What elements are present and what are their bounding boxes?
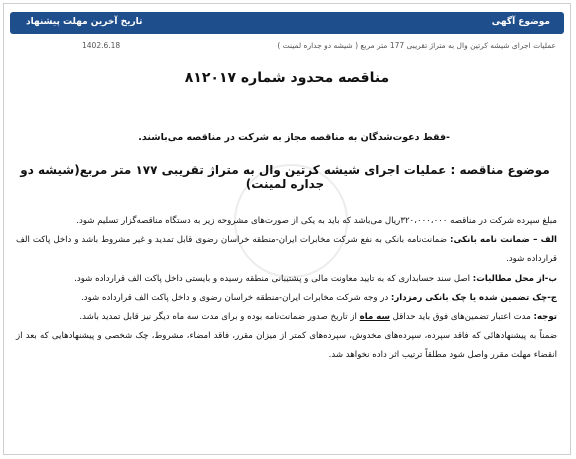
deadline-date: 1402.6.18 xyxy=(82,41,121,50)
clause-jim-text: در وجه شرکت مخابرات ایران-منطقه خراسان رضوی و داخل پاکت الف قرارداده شود. xyxy=(81,292,391,303)
page-title: مناقصه محدود شماره ۸۱۲۰۱۷ xyxy=(184,70,390,86)
deadline-label: تاریخ آخرین مهلت پیشنهاد xyxy=(26,17,143,27)
validity-three-months: سه ماه xyxy=(359,312,390,323)
clause-be-label: ب-از محل مطالبات: xyxy=(472,273,557,284)
notice-body xyxy=(16,212,557,366)
clause-alef xyxy=(16,231,557,269)
clause-alef-label: الف – ضمانت نامه بانکی: xyxy=(450,235,557,246)
validity-note-text-a: مدت اعتبار تضمین‌های فوق باید حداقل xyxy=(389,312,534,323)
clause-be xyxy=(16,270,557,289)
clause-jim-label: ج-چک تضمین شده یا چک بانکی رمزدار: xyxy=(390,292,557,303)
notice-frame xyxy=(3,3,571,455)
clause-be-text: اصل سند حسابداری که به تایید معاونت مالی و پشتیبانی منطقه رسیده و بایستی داخل پاکت الف قرارداده شود. xyxy=(74,273,473,284)
subject-text: عملیات اجرای شیشه کرتین وال به متراژ تقریبی 177 متر مربع ( شیشه دو جداره لمینت ) xyxy=(277,41,556,50)
subject-label: موضوع آگهی xyxy=(491,17,550,27)
invited-only-note: -فقط دعوت‌شدگان به مناقصه مجاز به شرکت در مناقصه می‌باشند. xyxy=(138,132,450,143)
header-bar xyxy=(10,12,564,34)
validity-note-label: توجه: xyxy=(533,312,557,323)
clause-alef-text: ضمانت‌نامه بانکی به نفع شرکت مخابرات ایران-منطقه خراسان رضوی قابل تمدید و غیر مشروط باشد و داخل پاکت الف قرارداده شود. xyxy=(16,235,557,265)
tender-subject-line: موضوع مناقصه : عملیات اجرای شیشه کرتین وال به متراژ تقریبی ۱۷۷ متر مربع(شیشه دو جداره لمینت) xyxy=(20,163,550,191)
guarantee-intro: مبلغ سپرده شرکت در مناقصه ۳۲۰،۰۰۰،۰۰۰ریال می‌باشد که باید به یکی از صورت‌های مشروحه زیر به دستگاه مناقصه‌گزار تسلیم شود. xyxy=(76,216,557,226)
clause-jim xyxy=(16,289,557,308)
validity-note-text-b: از تاریخ صدور ضمانت‌نامه بوده و برای مدت سه ماه دیگر نیز قابل تمدید باشد. xyxy=(79,312,360,323)
closing-note: ضمناً به پیشنهادهائی که فاقد سپرده، سپرده‌های مخدوش، سپرده‌های کمتر از میزان مقرر، فاقد امضاء، مشروط، چک شخصی و پیشنهادهایی که بعد از انقضاء مهلت مقرر واصل شود مطلقاً ترتیب اثر داده نخواهد شد. xyxy=(16,331,557,361)
validity-note xyxy=(16,308,557,327)
